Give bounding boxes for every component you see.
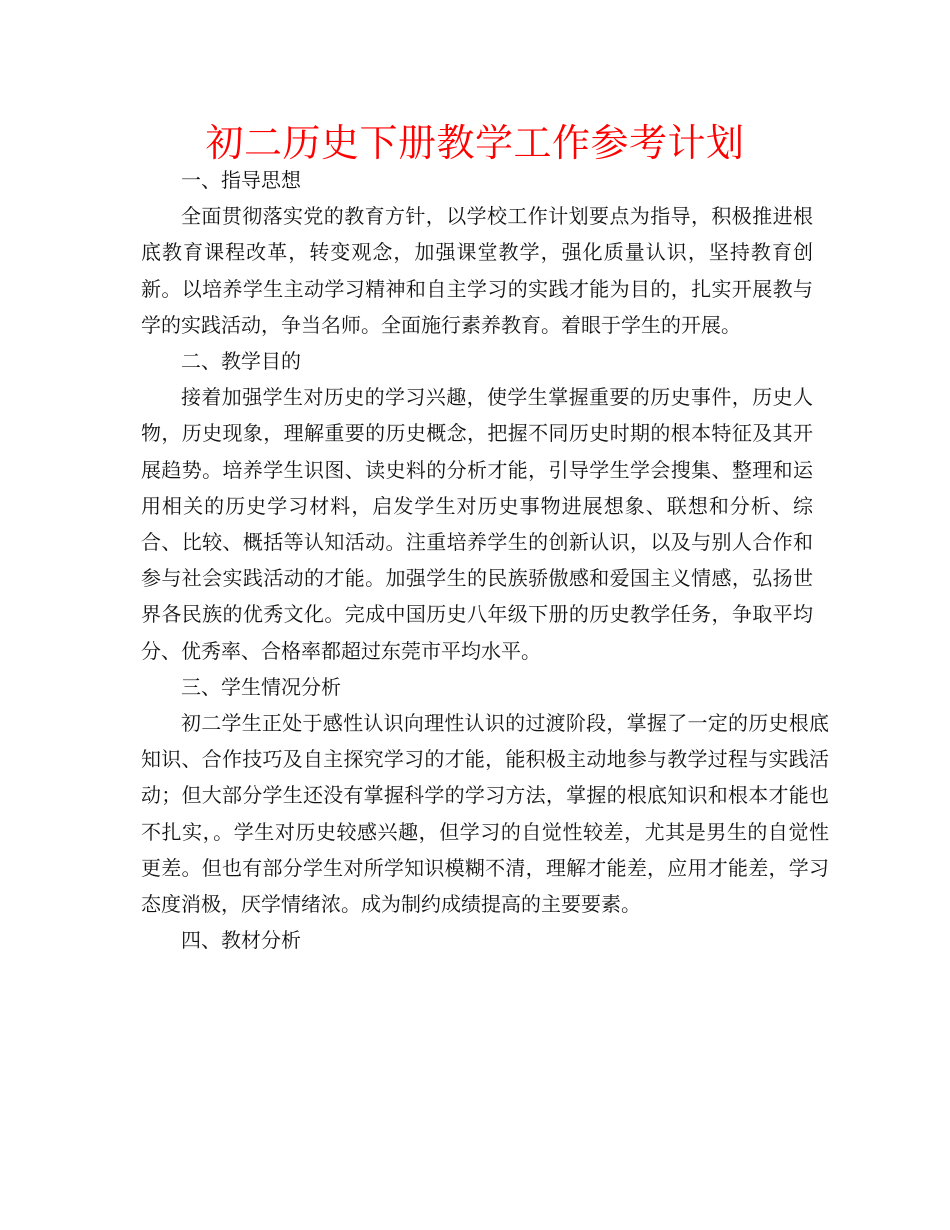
section-heading-textbook-analysis: 四、教材分析 [181, 928, 301, 953]
document-title: 初二历史下册教学工作参考计划 [205, 121, 745, 165]
document-body [141, 162, 829, 958]
section-paragraph-guiding-thought: 全面贯彻落实党的教育方针，以学校工作计划要点为指导，积极推进根底教育课程改革，转变观念，加强课堂教学，强化质量认识，坚持教育创新。以培养学生主动学习精神和自主学习的实践才能为目的，扎实开展教与学的实践活动，争当名师。全面施行素养教育。着眼于学生的开展。 [141, 204, 813, 337]
section-paragraph-teaching-goals: 接着加强学生对历史的学习兴趣，使学生掌握重要的历史事件，历史人物，历史现象，理解重要的历史概念，把握不同历史时期的根本特征及其开展趋势。培养学生识图、读史料的分析才能，引导学生学会搜集、整理和运用相关的历史学习材料，启发学生对历史事物进展想象、联想和分析、综合、比较、概括等认知活动。注重培养学生的创新认识，以及与别人合作和参与社会实践活动的才能。加强学生的民族骄傲感和爱国主义情感，弘扬世界各民族的优秀文化。完成中国历史八年级下册的历史教学任务，争取平均分、优秀率、合格率都超过东莞市平均水平。 [141, 385, 813, 663]
section-heading-teaching-goals: 二、教学目的 [181, 349, 301, 374]
section-heading-student-analysis: 三、学生情况分析 [181, 674, 341, 699]
section-paragraph-student-analysis: 初二学生正处于感性认识向理性认识的过渡阶段，掌握了一定的历史根底知识、合作技巧及自主探究学习的才能，能积极主动地参与教学过程与实践活动；但大部分学生还没有掌握科学的学习方法，掌握的根底知识和根本才能也不扎实，。学生对历史较感兴趣，但学习的自觉性较差，尤其是男生的自觉性更差。但也有部分学生对所学知识模糊不清，理解才能差，应用才能差，学习态度消极，厌学情绪浓。成为制约成绩提高的主要要素。 [141, 711, 829, 917]
section-heading-guiding-thought: 一、指导思想 [181, 168, 301, 192]
